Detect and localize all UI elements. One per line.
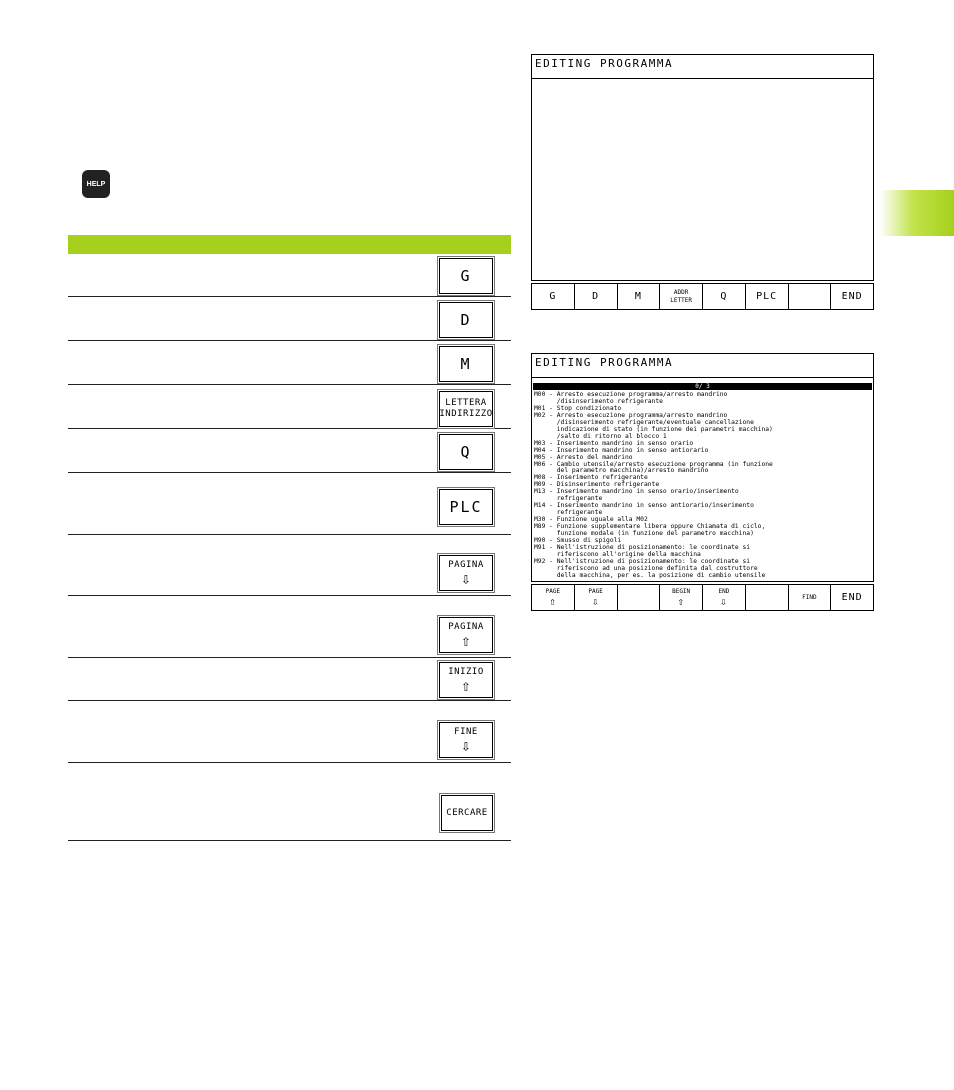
softkey-label: ⇧ bbox=[677, 595, 685, 608]
table-row bbox=[68, 658, 511, 701]
softkey-6[interactable] bbox=[789, 585, 832, 610]
list-item: M92 - Nell'istruzione di posizionamento: le coordinate si bbox=[534, 557, 751, 565]
softkey-label: D bbox=[592, 291, 600, 302]
m-function-list bbox=[532, 392, 873, 580]
list-item: della macchina, per es. la posizione di cambio utensile bbox=[534, 571, 766, 579]
list-item: refrigerante bbox=[534, 509, 603, 517]
table-row bbox=[68, 535, 511, 596]
list-item: M01 - Stop condizionato bbox=[534, 404, 622, 412]
softkey-5[interactable] bbox=[746, 284, 789, 309]
softkey-label: Q bbox=[720, 291, 728, 302]
softkey-label: ⇩ bbox=[461, 568, 471, 588]
softkey-label: INIZIO bbox=[448, 666, 484, 677]
softkey-label: ⇩ bbox=[720, 595, 728, 608]
softkey-label: BEGIN bbox=[672, 588, 691, 595]
list-item: M05 - Arresto del mandrino bbox=[534, 453, 633, 461]
softkey-label: PAGE bbox=[545, 588, 561, 595]
softkey-label: PLC bbox=[756, 291, 778, 302]
softkey-label: M bbox=[460, 355, 472, 373]
softkey-1[interactable] bbox=[575, 585, 618, 610]
softkey-label: ⇧ bbox=[461, 675, 471, 695]
softkey-label: G bbox=[460, 267, 472, 285]
table-row bbox=[68, 297, 511, 341]
help-key-icon[interactable] bbox=[82, 170, 110, 198]
list-header-bar: 0/ 3 bbox=[533, 383, 872, 390]
screen-title: EDITING PROGRAMMA bbox=[532, 55, 873, 79]
list-item: M90 - Smusso di spigoli bbox=[534, 537, 622, 545]
list-item: M00 - Arresto esecuzione programma/arresto mandrino bbox=[534, 391, 728, 398]
list-item: M30 - Funzione uguale alla M02 bbox=[534, 516, 648, 524]
list-item: M08 - Inserimento refrigerante bbox=[534, 474, 648, 482]
softkey-label: LETTER bbox=[670, 296, 692, 304]
softkey-4[interactable] bbox=[703, 585, 746, 610]
table-row bbox=[68, 385, 511, 429]
softkey-icon[interactable] bbox=[439, 555, 493, 591]
softkey-0[interactable] bbox=[532, 585, 575, 610]
screen-editing-help bbox=[531, 353, 874, 582]
softkey-label: G bbox=[549, 291, 557, 302]
list-item: del parametro macchina)/arresto mandrino bbox=[534, 467, 709, 475]
softkey-label: FINE bbox=[454, 726, 478, 737]
list-item: riferiscono ad una posizione definita dal costruttore bbox=[534, 564, 758, 572]
softkey-2[interactable] bbox=[618, 284, 661, 309]
table-row bbox=[68, 429, 511, 473]
softkey-icon[interactable] bbox=[439, 302, 493, 338]
softkey-label: PAGE bbox=[588, 588, 603, 595]
list-item: M04 - Inserimento mandrino in senso antiorario bbox=[534, 446, 709, 454]
softkey-icon[interactable] bbox=[439, 617, 493, 653]
list-item: /disinserimento refrigerante bbox=[534, 397, 663, 405]
table-header bbox=[68, 235, 511, 254]
softkey-label: Q bbox=[460, 443, 472, 461]
list-item: /disinserimento refrigerante/eventuale cancellazione bbox=[534, 418, 754, 426]
table-row bbox=[68, 341, 511, 385]
list-item: M91 - Nell'istruzione di posizionamento: le coordinate si bbox=[534, 543, 751, 551]
softkey-table bbox=[68, 235, 511, 841]
screen-editing-top bbox=[531, 54, 874, 281]
softkey-3[interactable] bbox=[660, 585, 703, 610]
softkey-6[interactable] bbox=[789, 284, 832, 309]
softkey-bar-top bbox=[531, 283, 874, 310]
list-item: M89 - Funzione supplementare libera oppure Chiamata di ciclo, bbox=[534, 523, 766, 531]
table-row bbox=[68, 701, 511, 763]
list-item: M09 - Disinserimento refrigerante bbox=[534, 481, 660, 489]
softkey-icon[interactable] bbox=[439, 434, 493, 470]
softkey-bar-bottom bbox=[531, 584, 874, 611]
softkey-0[interactable] bbox=[532, 284, 575, 309]
softkey-label: ⇩ bbox=[461, 735, 471, 755]
softkey-7[interactable] bbox=[831, 585, 873, 610]
softkey-icon[interactable] bbox=[441, 795, 493, 831]
softkey-label: FIND bbox=[802, 593, 817, 601]
softkey-label: M bbox=[634, 291, 642, 302]
list-item: funzione modale (in funzione del parametro macchina) bbox=[534, 530, 754, 538]
chapter-tab bbox=[880, 190, 954, 236]
softkey-3[interactable] bbox=[660, 284, 703, 309]
softkey-label: END bbox=[718, 588, 730, 595]
softkey-icon[interactable] bbox=[439, 258, 493, 294]
softkey-label: D bbox=[460, 311, 472, 329]
table-row bbox=[68, 596, 511, 658]
softkey-icon[interactable] bbox=[439, 489, 493, 525]
softkey-1[interactable] bbox=[575, 284, 618, 309]
softkey-icon[interactable] bbox=[439, 391, 493, 427]
softkey-label: ⇧ bbox=[461, 630, 471, 650]
table-row bbox=[68, 473, 511, 535]
softkey-label: ⇩ bbox=[591, 595, 600, 608]
softkey-4[interactable] bbox=[703, 284, 746, 309]
screen-title: EDITING PROGRAMMA bbox=[532, 354, 873, 378]
softkey-icon[interactable] bbox=[439, 722, 493, 758]
list-item: M14 - Inserimento mandrino in senso antiorario/inserimento bbox=[534, 502, 754, 510]
softkey-label: PLC bbox=[449, 498, 483, 516]
list-item: refrigerante bbox=[534, 495, 603, 503]
softkey-5[interactable] bbox=[746, 585, 789, 610]
softkey-icon[interactable] bbox=[439, 662, 493, 698]
list-item: M02 - Arresto esecuzione programma/arresto mandrino bbox=[534, 411, 728, 419]
list-item: M06 - Cambio utensile/arresto esecuzione programma (in funzione bbox=[534, 460, 773, 468]
list-item: M03 - Inserimento mandrino in senso orario bbox=[534, 439, 694, 447]
table-body bbox=[68, 254, 511, 841]
softkey-label: CERCARE bbox=[446, 807, 488, 818]
softkey-label: END bbox=[841, 592, 863, 603]
softkey-label: ADDR bbox=[673, 288, 689, 296]
help-key-label: HELP bbox=[86, 180, 106, 188]
softkey-icon[interactable] bbox=[439, 346, 493, 382]
list-item: M13 - Inserimento mandrino in senso orario/inserimento bbox=[534, 488, 739, 496]
softkey-2[interactable] bbox=[618, 585, 661, 610]
softkey-label: ⇧ bbox=[549, 595, 557, 608]
list-item: /salto di ritorno al blocco 1 bbox=[534, 432, 667, 440]
table-row bbox=[68, 763, 511, 841]
softkey-label: END bbox=[841, 291, 863, 302]
softkey-label: PAGINA bbox=[448, 621, 484, 632]
softkey-7[interactable] bbox=[831, 284, 873, 309]
table-row bbox=[68, 254, 511, 297]
list-item: indicazione di stato (in funzione dei parametri macchina) bbox=[534, 425, 773, 433]
softkey-label: PAGINA bbox=[448, 559, 484, 570]
softkey-label: LETTERA bbox=[445, 398, 487, 408]
softkey-label: INDIRIZZO bbox=[439, 409, 493, 419]
list-item: riferiscono all'origine della macchina bbox=[534, 550, 701, 558]
